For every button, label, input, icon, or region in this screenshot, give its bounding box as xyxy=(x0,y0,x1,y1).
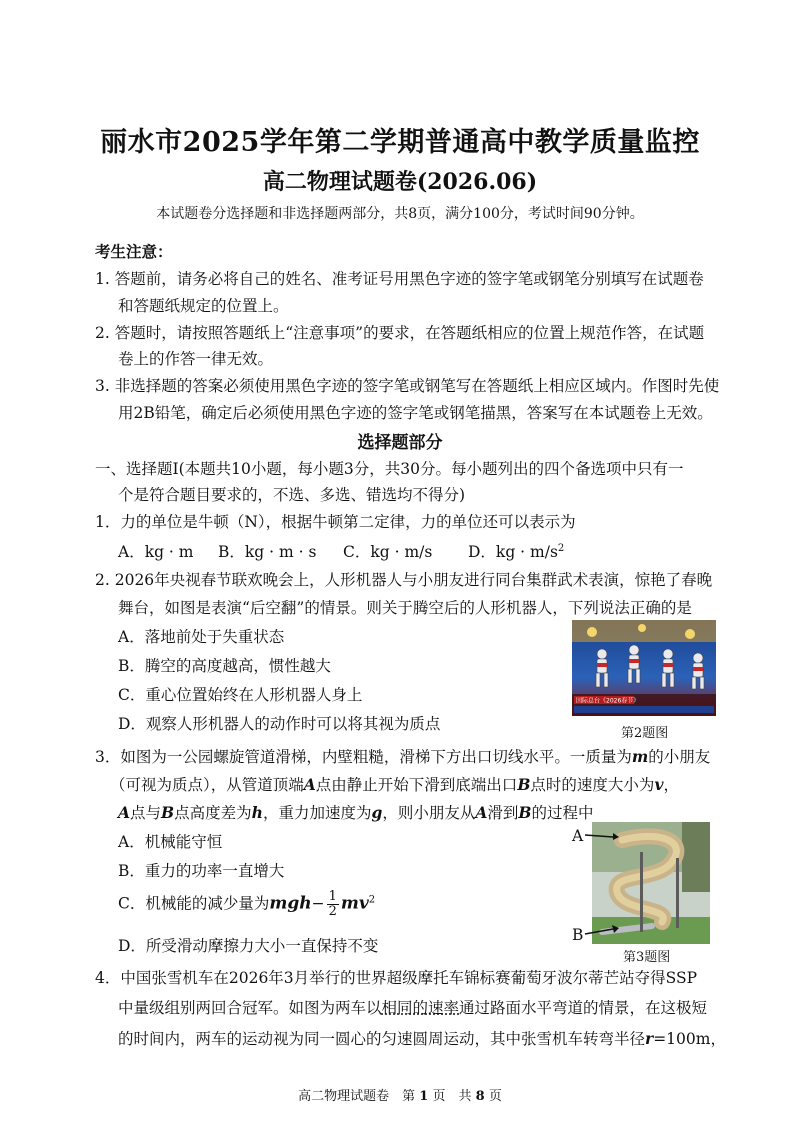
q2-option-b: B．腾空的高度越高，惯性越大 xyxy=(118,657,331,675)
q3-caption: 第3题图 xyxy=(623,950,671,965)
q4-stem-line1: 4．中国张雪机车在2026年3月举行的世界超级摩托车锦标赛葡萄牙波尔蒂芒站夺得SSP xyxy=(95,969,698,987)
q3-stem-line1: 3．如图为一公园螺旋管道滑梯，内壁粗糙，滑梯下方出口切线水平。一质量为m的小朋友 xyxy=(95,747,711,766)
q3-label-a: A xyxy=(572,827,584,845)
notice-item-2-line2: 卷上的作答一律无效。 xyxy=(118,350,274,368)
notice-item-3-line1: 3. 非选择题的答案必须使用黑色字迹的签字笔或钢笔写在答题纸上相应区域内。作图时先使 xyxy=(95,377,720,395)
q3-stem-line3: A点与B点高度差为h，重力加速度为g，则小朋友从A滑到B的过程中 xyxy=(118,803,594,822)
notice-item-2-line1: 2. 答题时，请按照答题纸上“注意事项”的要求，在答题纸相应的位置上规范作答，在试题 xyxy=(95,324,705,342)
page-footer: 高二物理试题卷 第 1 页 共 8 页 xyxy=(298,1089,502,1104)
q3-option-b: B．重力的功率一直增大 xyxy=(118,862,285,880)
notice-item-3-line2: 用2B铅笔，确定后必须使用黑色字迹的签字笔或钢笔描黑，答案写在本试题卷上无效。 xyxy=(118,404,713,422)
part-intro-line1: 一、选择题Ⅰ(本题共10小题，每小题3分，共30分。每小题列出的四个备选项中只有一 xyxy=(95,460,684,478)
q2-option-a: A．落地前处于失重状态 xyxy=(118,628,285,646)
q3-arrow-b xyxy=(583,924,619,938)
q3-label-b: B xyxy=(572,926,584,944)
q3-option-c: C．机械能的减少量为mgh− $\frac{1}{2}$ $mv^2$ xyxy=(118,889,376,919)
q3-option-a: A．机械能守恒 xyxy=(118,833,223,851)
q1-option-a: A．kg · m xyxy=(118,543,194,561)
q1-option-d: D．kg · $m/s^2$ xyxy=(468,542,565,561)
q2-option-d: D．观察人形机器人的动作时可以将其视为质点 xyxy=(118,715,441,733)
q3-stem-line2: （可视为质点），从管道顶端A点由静止开始下滑到底端出口B点时的速度大小为v， xyxy=(110,775,679,794)
exam-subtitle: 高二物理试题卷(2026.06) xyxy=(262,169,538,195)
q2-robot-photo xyxy=(572,620,716,716)
exam-info: 本试题卷分选择题和非选择题两部分，共8页，满分100分，考试时间90分钟。 xyxy=(156,206,644,222)
q2-stem-line2: 舞台，如图是表演“后空翻”的情景。则关于腾空后的人形机器人，下列说法正确的是 xyxy=(118,599,692,617)
q2-caption: 第2题图 xyxy=(621,726,669,741)
q1-option-b: B．kg · m · s xyxy=(218,543,317,561)
notice-item-1-line2: 和答题纸规定的位置上。 xyxy=(118,297,289,315)
q2-option-c: C．重心位置始终在人形机器人身上 xyxy=(118,686,363,704)
q4-stem-line2: 中量级组别两回合冠军。如图为两车以相同的速率通过路面水平弯道的情景，在这极短 xyxy=(118,999,708,1017)
exam-title: 丽水市2025学年第二学期普通高中教学质量监控 xyxy=(100,127,700,158)
q4-stem-line3: 的时间内，两车的运动视为同一圆心的匀速圆周运动，其中张雪机车转弯半径r=100m， xyxy=(118,1029,726,1048)
notice-item-1-line1: 1. 答题前，请务必将自己的姓名、准考证号用黑色字迹的签字笔或钢笔分别填写在试题卷 xyxy=(95,270,704,288)
q3-option-d: D．所受滑动摩擦力大小一直保持不变 xyxy=(118,937,379,955)
q1-option-c: C．kg · m/s xyxy=(343,543,433,561)
q2-photo-banner: 国际总台《2026春节》 xyxy=(576,697,640,705)
section-title: 选择题部分 xyxy=(357,433,443,453)
q1-stem: 1．力的单位是牛顿（N），根据牛顿第二定律，力的单位还可以表示为 xyxy=(95,513,576,531)
notice-heading: 考生注意： xyxy=(95,242,173,261)
q3-arrow-a xyxy=(583,828,619,842)
part-intro-line2: 个是符合题目要求的，不选、多选、错选均不得分) xyxy=(118,486,466,504)
q2-stem-line1: 2. 2026年央视春节联欢晚会上，人形机器人与小朋友进行同台集群武术表演，惊艳了春晚 xyxy=(95,571,713,589)
